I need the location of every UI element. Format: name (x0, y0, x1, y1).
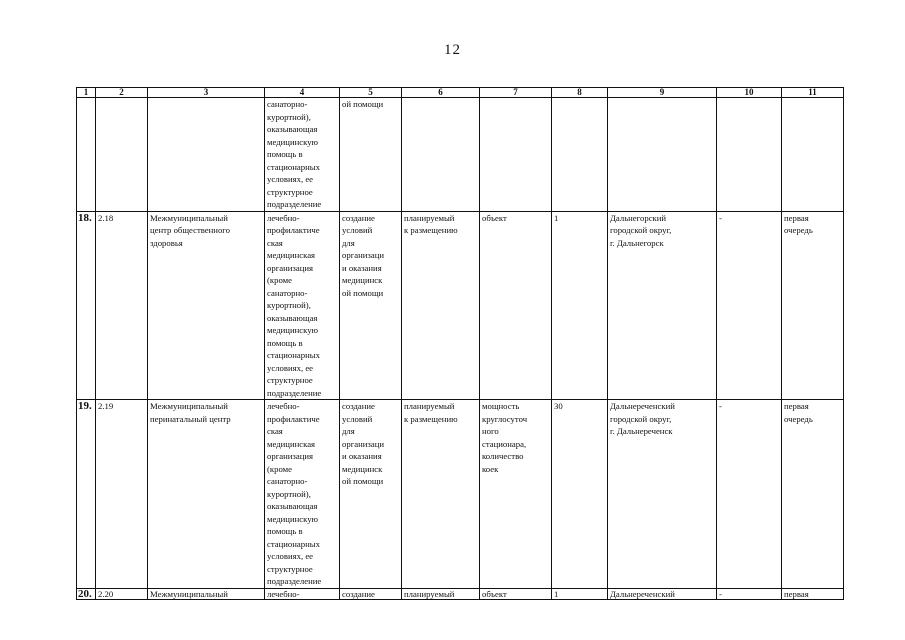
table-cell: Дальнереченский (608, 588, 717, 599)
table-cell: 2.20 (96, 588, 148, 599)
table-cell: Межмуниципальный (148, 588, 265, 599)
table-cell: первая (782, 588, 844, 599)
table-cell: лечебно- (265, 588, 340, 599)
column-header: 1 (77, 88, 96, 98)
table-cell (782, 98, 844, 212)
table-cell: Дальнереченский городской округ, г. Дальнереченск (608, 400, 717, 589)
table-cell: 1 (552, 211, 608, 400)
row-number-cell (77, 98, 96, 212)
table-cell (480, 98, 552, 212)
table-cell: - (717, 211, 782, 400)
row-number-cell: 20. (77, 588, 96, 599)
table-cell: объект (480, 588, 552, 599)
table-cell: - (717, 400, 782, 589)
row-number-cell: 18. (77, 211, 96, 400)
table-cell: объект (480, 211, 552, 400)
table-cell: 2.18 (96, 211, 148, 400)
table-cell: 1 (552, 588, 608, 599)
table-cell: 30 (552, 400, 608, 589)
table-cell: планируемый к размещению (402, 400, 480, 589)
table-cell: 2.19 (96, 400, 148, 589)
table-cell (717, 98, 782, 212)
column-header: 10 (717, 88, 782, 98)
table-cell: планируемый (402, 588, 480, 599)
table-cell: Межмуниципальный перинатальный центр (148, 400, 265, 589)
column-header: 11 (782, 88, 844, 98)
table-row (77, 211, 844, 400)
column-header: 6 (402, 88, 480, 98)
table-cell: санаторно- курортной), оказывающая медицинскую помощь в стационарных условиях, ее структурное подразделение (265, 98, 340, 212)
column-header: 7 (480, 88, 552, 98)
column-header: 2 (96, 88, 148, 98)
column-header: 4 (265, 88, 340, 98)
column-header: 9 (608, 88, 717, 98)
column-header: 5 (340, 88, 402, 98)
table-cell: мощность круглосуточ ного стационара, количество коек (480, 400, 552, 589)
table-row (77, 588, 844, 599)
table-cell (96, 98, 148, 212)
table-cell: создание условий для организаци и оказания медицинск ой помощи (340, 211, 402, 400)
table-cell: лечебно- профилактиче ская медицинская организация (кроме санаторно- курортной), оказывающая медицинскую помощь в стационарных условиях, ее структурное подразделение (265, 211, 340, 400)
table-cell: - (717, 588, 782, 599)
table-cell: Межмуниципальный центр общественного здоровья (148, 211, 265, 400)
table-cell: лечебно- профилактиче ская медицинская организация (кроме санаторно- курортной), оказывающая медицинскую помощь в стационарных условиях, ее структурное подразделение (265, 400, 340, 589)
table-cell: планируемый к размещению (402, 211, 480, 400)
table-cell (608, 98, 717, 212)
table-cell: первая очередь (782, 211, 844, 400)
table-header-row (77, 88, 844, 98)
table-cell (552, 98, 608, 212)
table-cell: ой помощи (340, 98, 402, 212)
table-cell (148, 98, 265, 212)
table-row (77, 98, 844, 212)
table-cell: Дальнегорский городской округ, г. Дальнегорск (608, 211, 717, 400)
territorial-planning-table (76, 87, 844, 600)
row-number-cell: 19. (77, 400, 96, 589)
column-header: 8 (552, 88, 608, 98)
column-header: 3 (148, 88, 265, 98)
table-cell (402, 98, 480, 212)
table-cell: первая очередь (782, 400, 844, 589)
table-row (77, 400, 844, 589)
page-number: 12 (444, 42, 461, 58)
table-cell: создание (340, 588, 402, 599)
table-cell: создание условий для организаци и оказания медицинск ой помощи (340, 400, 402, 589)
